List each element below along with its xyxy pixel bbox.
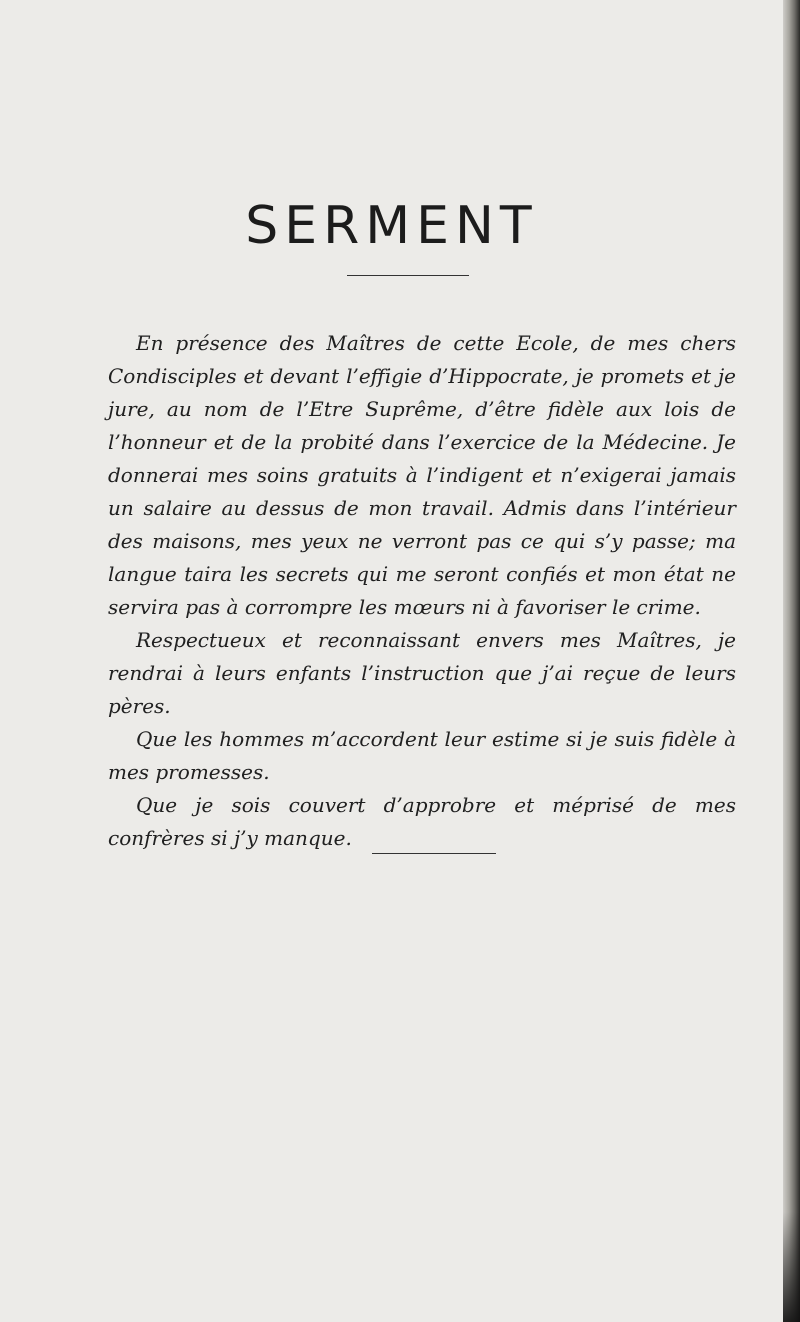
oath-paragraph: En présence des Maîtres de cette Ecole, de mes chers Condisciples et devant l’effigie d’Hippocrate, je promets et je jure, au nom de l’Etre Suprême, d’être fidèle aux lois de l’honneur et de la probité dans l’exercice de la Médecine. Je donnerai mes soins gratuits à l’indigent et n’exigerai jamais un salaire au dessus de mon travail. Admis dans l’intérieur des maisons, mes yeux ne verront pas ce qui s’y passe; ma langue taira les secrets qui me seront confiés et mon état ne servira pas à corrompre les mœurs ni à favoriser le crime. — [108, 331, 736, 619]
closing-divider — [372, 853, 496, 854]
oath-paragraph: Respectueux et reconnaissant envers mes Maîtres, je rendrai à leurs enfants l’instruction que j’ai reçue de leurs pères. — [108, 628, 736, 718]
page-corner-shadow — [783, 1212, 800, 1322]
title-divider — [347, 275, 469, 276]
page-title: SERMENT — [245, 196, 538, 256]
oath-paragraph: Que je sois couvert d’approbre et méprisé de mes confrères si j’y manque. — [108, 793, 736, 850]
oath-paragraph: Que les hommes m’accordent leur estime si je suis fidèle à mes promesses. — [108, 727, 736, 784]
oath-text — [108, 327, 736, 855]
page-edge-shadow — [783, 0, 800, 1322]
